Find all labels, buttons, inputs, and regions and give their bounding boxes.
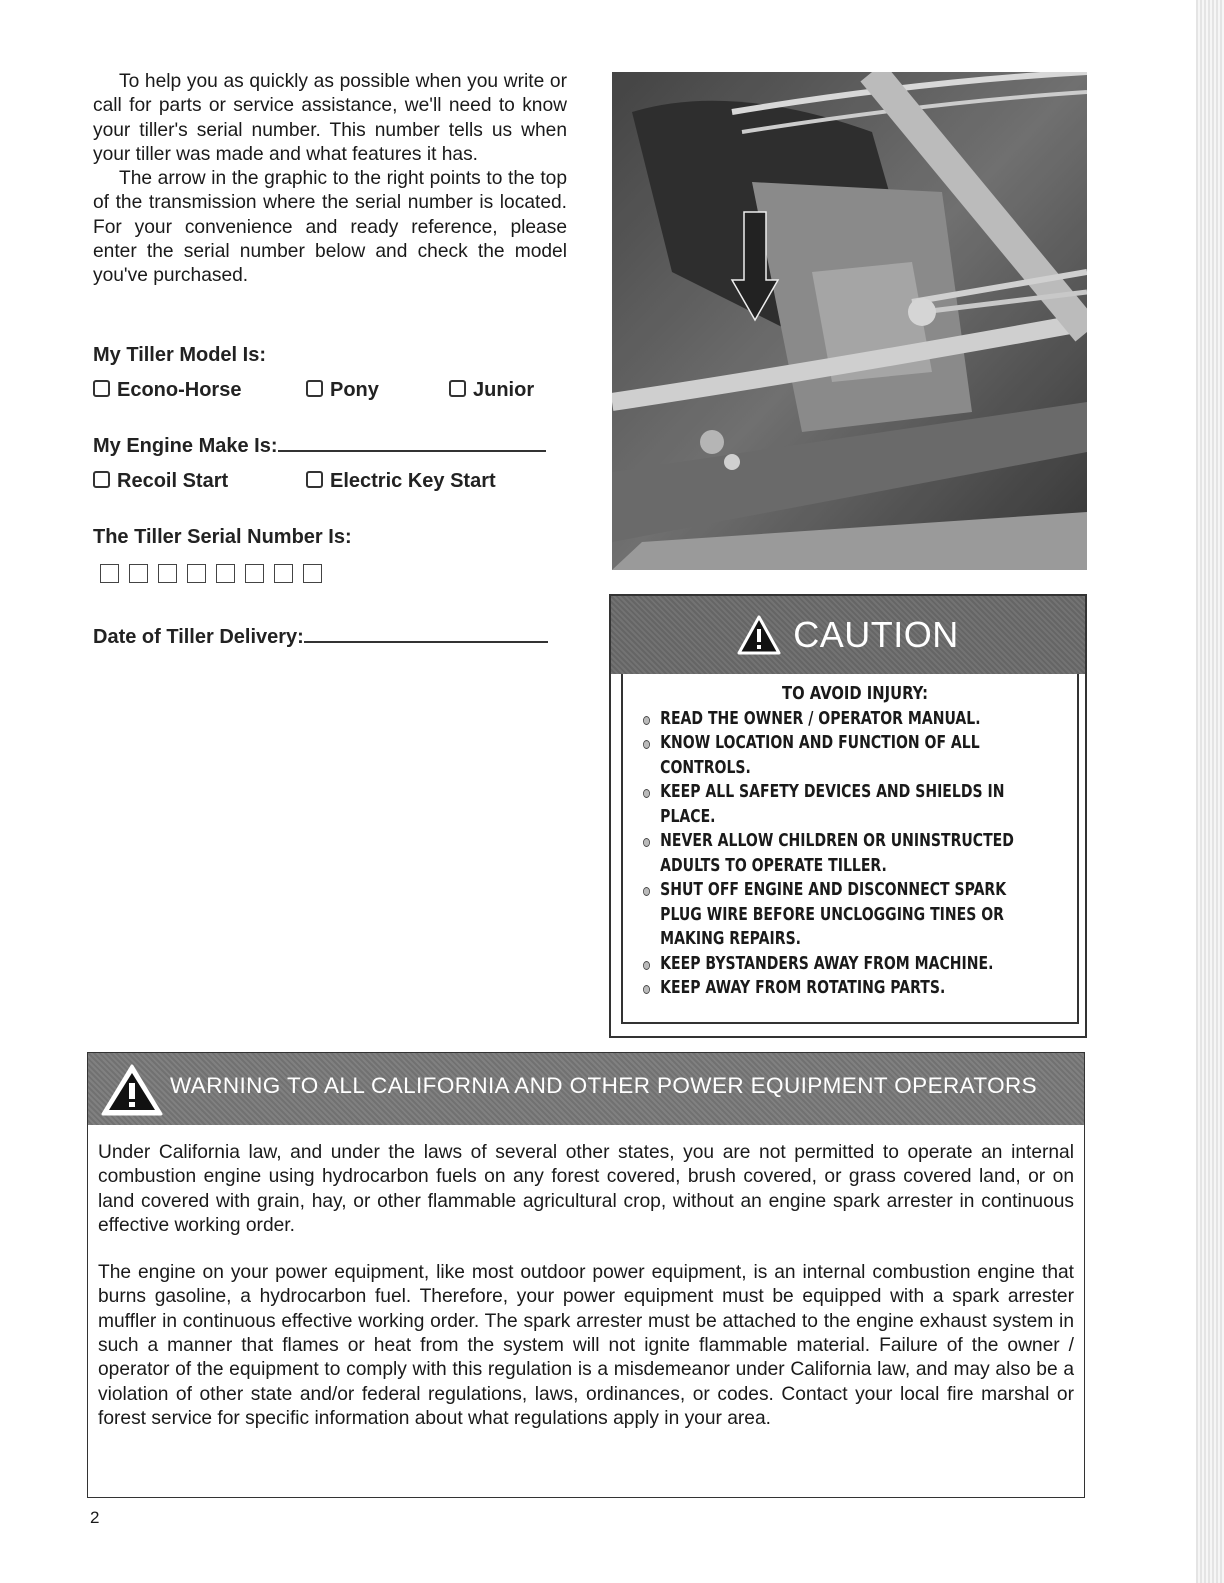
intro-paragraph-1: To help you as quickly as possible when you write or call for parts or service assistance, we'll need to know your tiller's serial number. This number tells us when your tiller was made and what features it has. (93, 71, 567, 165)
warning-triangle-icon (737, 615, 781, 655)
scan-edge-strip (1196, 0, 1224, 1583)
california-warning-box (87, 1052, 1085, 1498)
serial-digit-box[interactable] (100, 564, 119, 583)
start-option-recoil[interactable]: Recoil Start (93, 470, 228, 493)
checkbox-icon[interactable] (93, 471, 110, 488)
serial-digit-box[interactable] (303, 564, 322, 583)
model-option-pony[interactable]: Pony (306, 379, 379, 402)
model-option-junior[interactable]: Junior (449, 379, 534, 402)
delivery-label: Date of Tiller Delivery: (93, 626, 304, 648)
checkbox-icon[interactable] (93, 380, 110, 397)
caution-heading: CAUTION (793, 614, 959, 655)
caution-item: READ THE OWNER / OPERATOR MANUAL. (643, 707, 1050, 732)
engine-make-field[interactable] (278, 450, 546, 452)
serial-digit-box[interactable] (129, 564, 148, 583)
engine-make-row (93, 435, 563, 458)
engine-label: My Engine Make Is: (93, 435, 278, 457)
page-number: 2 (90, 1508, 100, 1527)
checkbox-icon[interactable] (306, 471, 323, 488)
caution-item: KNOW LOCATION AND FUNCTION OF ALL CONTROLS. (643, 731, 1050, 780)
serial-number-boxes[interactable] (100, 564, 332, 588)
warning-heading: WARNING TO ALL CALIFORNIA AND OTHER POWER EQUIPMENT OPERATORS (170, 1073, 1038, 1098)
model-option-econo-horse[interactable]: Econo-Horse (93, 379, 241, 402)
serial-digit-box[interactable] (216, 564, 235, 583)
delivery-row (93, 626, 548, 649)
serial-digit-box[interactable] (274, 564, 293, 583)
caution-list (643, 707, 1067, 1001)
caution-item: KEEP AWAY FROM ROTATING PARTS. (643, 976, 1050, 1001)
caution-header (611, 596, 1085, 674)
model-label: My Tiller Model Is: (93, 344, 266, 366)
warning-triangle-icon (100, 1063, 164, 1117)
serial-digit-box[interactable] (187, 564, 206, 583)
checkbox-icon[interactable] (449, 380, 466, 397)
warning-paragraph-2: The engine on your power equipment, like most outdoor power equipment, is an internal combustion engine that burns gasoline, a hydrocarbon fuel. Therefore, your power equipment must be equipped with a spark arrester muffler in continuous effective working order. The spark arrester must be attached to the engine exhaust system in such a manner that flames or heat from the system will not ignite flammable material. Failure of the owner / operator of the equipment to comply with this regulation is a misdemeanor under California law, and may also be a violation of other state and/or federal regulations, laws, ordinances, or codes. Contact your local fire marshal or forest service for specific information about what regulations apply in your area. (98, 1262, 1074, 1429)
serial-digit-box[interactable] (158, 564, 177, 583)
caution-body (621, 674, 1079, 1024)
caution-item: NEVER ALLOW CHILDREN OR UNINSTRUCTED ADULTS TO OPERATE TILLER. (643, 829, 1050, 878)
intro-text (93, 70, 567, 289)
warning-paragraph-1: Under California law, and under the laws of several other states, you are not permitted to operate an internal combustion engine using hydrocarbon fuels on any forest covered, brush covered, or grass covered land, or on land covered with grain, hay, or other flammable agricultural crop, without an engine spark arrester in continuous effective working order. (98, 1142, 1074, 1236)
caution-title: TO AVOID INJURY: (782, 683, 928, 704)
caution-box (609, 594, 1087, 1038)
caution-item: SHUT OFF ENGINE AND DISCONNECT SPARK PLUG WIRE BEFORE UNCLOGGING TINES OR MAKING REPAIRS. (643, 878, 1050, 952)
delivery-date-field[interactable] (304, 641, 548, 643)
serial-digit-box[interactable] (245, 564, 264, 583)
checkbox-icon[interactable] (306, 380, 323, 397)
caution-item: KEEP ALL SAFETY DEVICES AND SHIELDS IN PLACE. (643, 780, 1050, 829)
caution-item: KEEP BYSTANDERS AWAY FROM MACHINE. (643, 952, 1050, 977)
warning-header (88, 1053, 1084, 1125)
serial-label: The Tiller Serial Number Is: (93, 526, 352, 548)
intro-paragraph-2: The arrow in the graphic to the right points to the top of the transmission where the serial number is located. For your convenience and ready reference, please enter the serial number below and check the model you've purchased. (93, 168, 567, 287)
transmission-photo (612, 72, 1087, 570)
warning-text (88, 1125, 1084, 1431)
start-option-electric-key[interactable]: Electric Key Start (306, 470, 496, 493)
